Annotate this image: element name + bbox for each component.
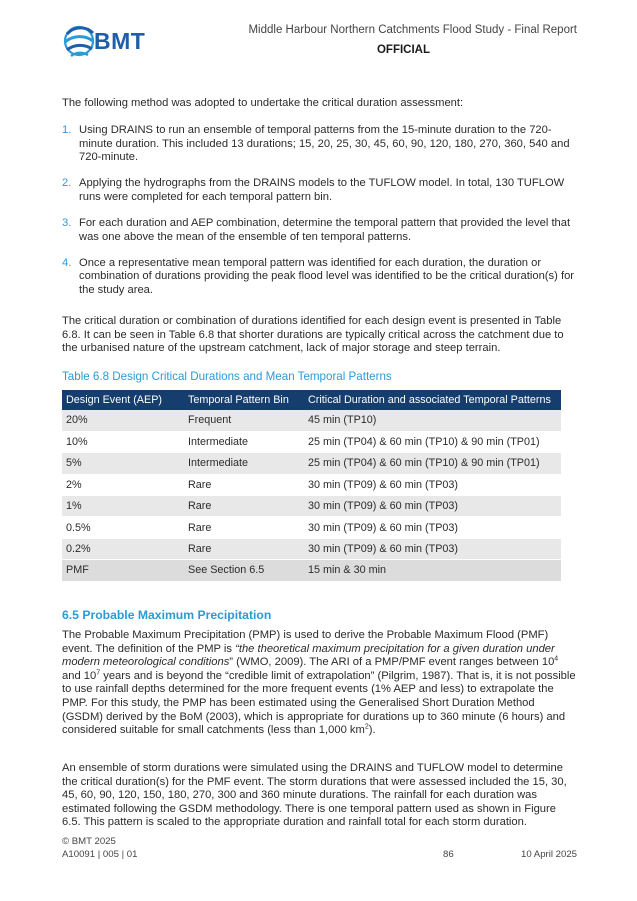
table-cell: 30 min (TP09) & 60 min (TP03) [304,496,561,517]
superscript: 7 [96,669,101,677]
footer-page-number: 86 [443,849,454,860]
bmt-logo-icon [62,20,96,62]
table-cell: 25 min (TP04) & 60 min (TP10) & 90 min (TP01) [304,431,561,452]
report-title: Middle Harbour Northern Catchments Flood Study - Final Report [248,24,577,36]
table-cell: Rare [184,474,304,495]
table-cell: Rare [184,517,304,538]
list-item [62,177,577,204]
table-cell: 0.5% [62,517,184,538]
table-cell: 10% [62,431,184,452]
table-cell: 1% [62,496,184,517]
column-header: Critical Duration and associated Temporal Patterns [304,390,561,410]
step-number: 3. [62,216,72,229]
pmp-text-c: and 10 [62,669,97,682]
table-cell: Intermediate [184,453,304,474]
storm-durations-paragraph: An ensemble of storm durations were simulated using the DRAINS and TUFLOW model to determine the critical duration(s) for the PMF event. The storm durations that were assessed included the 15, 30, 45, 60, 90, 120, 150, 180, 270, 300 and 360 minute durations. The rainfall for each duration was estimated following the GSDM methodology. There is one temporal pattern used as shown in Figure 6.5. This pattern is scaled to the appropriate duration and rainfall total for each storm duration. [62,762,567,829]
bmt-logo [62,20,154,64]
step-number: 4. [62,256,72,269]
critical-duration-paragraph: The critical duration or combination of durations identified for each design event is presented in Table 6.8. It can be seen in Table 6.8 that shorter durations are typically critical across the catchment due to the urbanised nature of the upstream catchment, lack of major storage and steep terrain. [62,315,564,355]
footer-copyright: © BMT 2025 [62,836,116,847]
table-cell: Rare [184,538,304,559]
pmp-text-b: ” (WMO, 2009). The ARI of a PMP/PMF event ranges between 10 [229,656,555,669]
table-cell: 25 min (TP04) & 60 min (TP10) & 90 min (TP01) [304,453,561,474]
table-caption: Table 6.8 Design Critical Durations and Mean Temporal Patterns [62,370,392,383]
logo-text: BMT [94,28,146,54]
table-row [62,538,561,559]
table-cell: 5% [62,453,184,474]
superscript: 2 [364,723,369,731]
table-row [62,410,561,431]
table-cell: 30 min (TP09) & 60 min (TP03) [304,474,561,495]
table-row [62,560,561,581]
footer-date: 10 April 2025 [520,849,577,860]
pmp-paragraph [62,629,577,738]
table-row [62,496,561,517]
critical-durations-table [62,390,561,582]
table-cell: 15 min & 30 min [304,560,561,581]
step-text: Once a representative mean temporal pattern was identified for each duration, the duration or combination of durations providing the peak flood level was identified to be the critical duration(s) for the study area. [79,256,575,296]
intro-paragraph: The following method was adopted to undertake the critical duration assessment: [62,97,464,109]
column-header: Design Event (AEP) [62,390,184,410]
pmp-text-a: The Probable Maximum Precipitation (PMP) is used to derive the Probable Maximum Flood (PMF) event. The definition of the PMP is [62,629,549,655]
section-heading: 6.5 Probable Maximum Precipitation [62,608,272,622]
table-row [62,474,561,495]
table-cell: Intermediate [184,431,304,452]
column-header: Temporal Pattern Bin [184,390,304,410]
pmp-text-d: years and is beyond the “credible limit of extrapolation” (Pilgrim, 1987). That is, it is not possible to use rainfall depths determined for the more frequent events (1% AEP and less) to extrapolate the PMP. For this study, the PMP has been estimated using the Generalised Short Duration Method (GSDM) derived by the BoM (2003), which is appropriate for durations up to 360 minute (6 hours) and considered suitable for small catchments (less than 1,000 km [62,669,576,737]
table-cell: 2% [62,474,184,495]
table-cell: 30 min (TP09) & 60 min (TP03) [304,517,561,538]
table-row [62,453,561,474]
classification-label: OFFICIAL [376,44,430,56]
pmp-text-e: ). [368,724,376,737]
table-cell: 45 min (TP10) [304,410,561,431]
table-cell: 30 min (TP09) & 60 min (TP03) [304,538,561,559]
table-cell: PMF [62,560,184,581]
step-number: 2. [62,177,72,190]
table-row [62,517,561,538]
pmp-definition-quote: “the theoretical maximum precipitation for a given duration under modern meteorological conditions [62,642,555,669]
step-text: Using DRAINS to run an ensemble of temporal patterns from the 15-minute duration to the 720-minute duration. This included 13 durations; 15, 20, 25, 30, 45, 60, 90, 120, 180, 270, 360, 540 and 720-minute. [79,124,570,164]
step-text: For each duration and AEP combination, determine the temporal pattern that provided the level that was one above the mean of the ensemble of ten temporal patterns. [79,216,571,243]
table-cell: See Section 6.5 [184,560,304,581]
table-row [62,431,561,452]
step-number: 1. [62,124,72,136]
table-cell: Frequent [184,410,304,431]
table-cell: Rare [184,496,304,517]
method-steps-list [62,124,577,310]
table-header-row [62,390,561,410]
list-item [62,217,577,244]
table-cell: 20% [62,410,184,431]
table-cell: 0.2% [62,538,184,559]
list-item [62,257,577,298]
list-item [62,124,577,165]
footer-doc-ref: A10091 | 005 | 01 [62,849,138,860]
step-text: Applying the hydrographs from the DRAINS models to the TUFLOW model. In total, 130 TUFLOW runs were completed for each temporal pattern bin. [79,177,565,203]
superscript: 4 [554,655,559,663]
